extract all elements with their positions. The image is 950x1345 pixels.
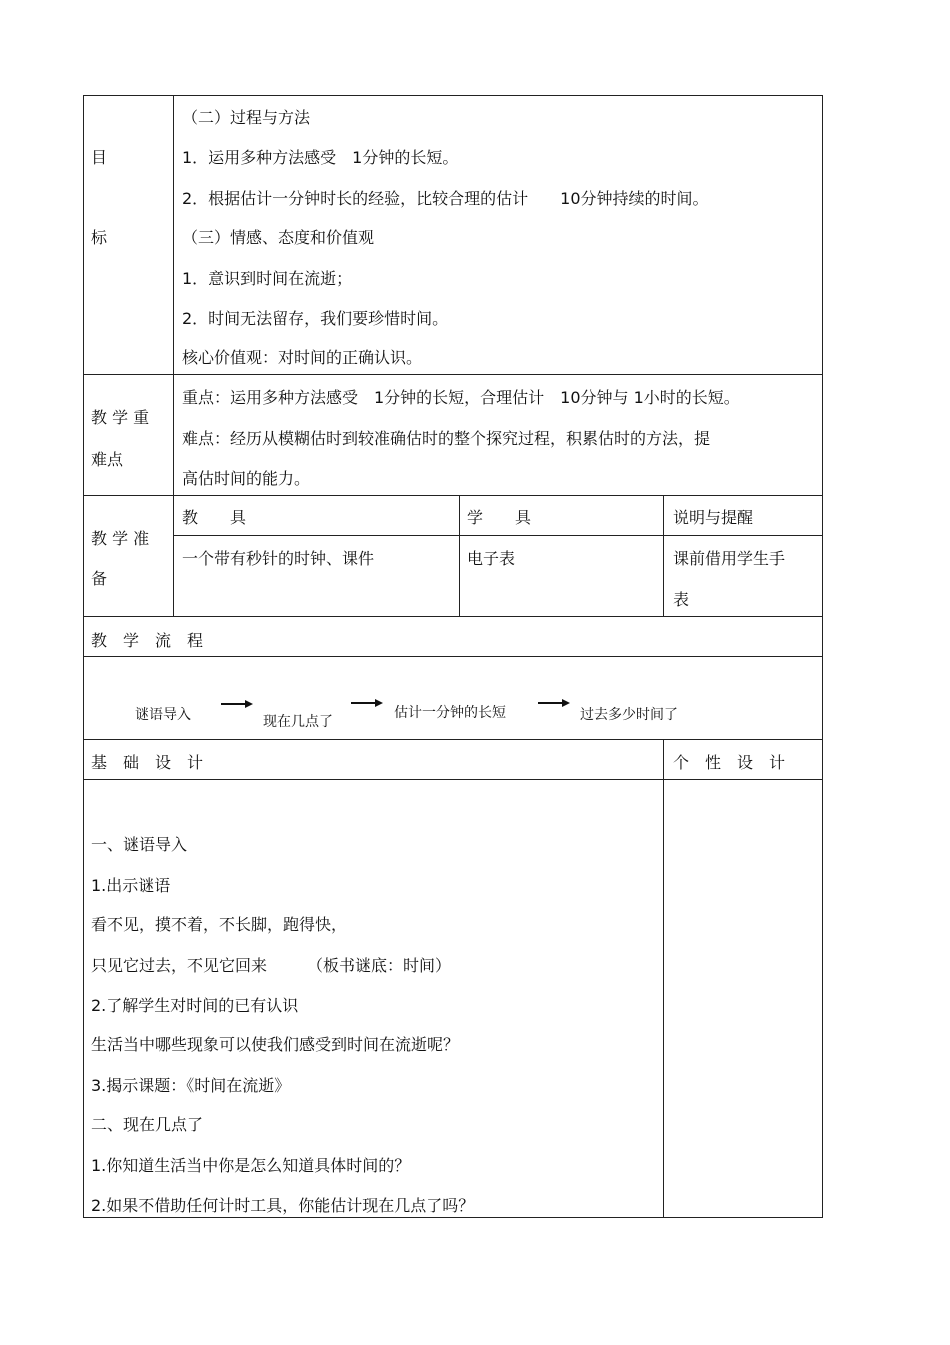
lesson-plan-table bbox=[83, 95, 823, 1218]
objective-line: （二）过程与方法 bbox=[182, 108, 311, 127]
key-point-line: 难点：经历从模糊估时到较准确估时的整个探究过程，积累估时的方法，提 bbox=[182, 429, 711, 448]
arrow-right-icon bbox=[538, 698, 570, 708]
arrow-right-icon bbox=[221, 699, 253, 709]
design-line: 生活当中哪些现象可以使我们感受到时间在流逝呢？ bbox=[91, 1035, 460, 1054]
label-column-divider bbox=[173, 95, 174, 616]
key-points-label: 难点 bbox=[91, 450, 124, 469]
table-border-left bbox=[83, 95, 84, 1218]
row-divider bbox=[83, 656, 823, 657]
table-border-right bbox=[822, 95, 823, 1218]
design-line: 1.你知道生活当中你是怎么知道具体时间的？ bbox=[91, 1156, 411, 1175]
objectives-label-bottom: 标 bbox=[91, 228, 108, 247]
flow-step: 估计一分钟的长短 bbox=[394, 705, 506, 721]
row-divider bbox=[83, 495, 823, 496]
design-line: 二、现在几点了 bbox=[91, 1115, 204, 1134]
design-line: 只见它过去，不见它回来 （板书谜底：时间） bbox=[91, 956, 452, 975]
prep-column-divider bbox=[663, 495, 664, 616]
key-points-label: 教 学 重 bbox=[91, 408, 150, 427]
flow-title: 教 学 流 程 bbox=[91, 631, 204, 650]
prep-header-student: 学 具 bbox=[467, 508, 532, 527]
design-line: 3.揭示课题：《时间在流逝》 bbox=[91, 1076, 291, 1095]
prep-header-notes: 说明与提醒 bbox=[673, 508, 754, 527]
design-line: 一、谜语导入 bbox=[91, 835, 188, 854]
design-column-divider bbox=[663, 739, 664, 1218]
design-line: 2.如果不借助任何计时工具，你能估计现在几点了吗？ bbox=[91, 1196, 475, 1215]
row-divider bbox=[83, 779, 823, 780]
arrow-right-icon bbox=[351, 698, 383, 708]
objectives-label-top: 目 bbox=[91, 148, 108, 167]
prep-label: 教 学 准 bbox=[91, 529, 150, 548]
prep-label: 备 bbox=[91, 569, 108, 588]
flow-step: 过去多少时间了 bbox=[580, 707, 678, 723]
key-point-line: 高估时间的能力。 bbox=[182, 469, 311, 488]
basic-design-header: 基 础 设 计 bbox=[91, 753, 204, 772]
flow-step: 现在几点了 bbox=[263, 714, 333, 730]
prep-notes: 表 bbox=[673, 590, 690, 609]
objective-line: 1．意识到时间在流逝； bbox=[182, 269, 353, 288]
objective-line: 1．运用多种方法感受 1分钟的长短。 bbox=[182, 148, 459, 167]
prep-column-divider bbox=[459, 495, 460, 616]
flow-step: 谜语导入 bbox=[135, 707, 191, 723]
objective-line: 核心价值观：对时间的正确认识。 bbox=[182, 348, 423, 367]
table-border-top bbox=[83, 95, 823, 96]
design-line: 看不见，摸不着，不长脚，跑得快， bbox=[91, 915, 348, 934]
student-tools: 电子表 bbox=[467, 549, 516, 568]
prep-notes: 课前借用学生手 bbox=[673, 549, 786, 568]
table-border-bottom bbox=[83, 1217, 823, 1218]
row-divider bbox=[173, 535, 823, 536]
row-divider bbox=[83, 739, 823, 740]
row-divider bbox=[83, 616, 823, 617]
objective-line: （三）情感、态度和价值观 bbox=[182, 228, 375, 247]
objective-line: 2．根据估计一分钟时长的经验，比较合理的估计 10分钟持续的时间。 bbox=[182, 189, 709, 208]
row-divider bbox=[83, 374, 823, 375]
objective-line: 2．时间无法留存，我们要珍惜时间。 bbox=[182, 309, 449, 328]
teacher-tools: 一个带有秒针的时钟、课件 bbox=[182, 549, 375, 568]
key-point-line: 重点：运用多种方法感受 1分钟的长短，合理估计 10分钟与 1小时的长短。 bbox=[182, 388, 740, 407]
personal-design-header: 个 性 设 计 bbox=[673, 753, 786, 772]
design-line: 1.出示谜语 bbox=[91, 876, 171, 895]
prep-header-teacher: 教 具 bbox=[182, 508, 247, 527]
design-line: 2.了解学生对时间的已有认识 bbox=[91, 996, 299, 1015]
